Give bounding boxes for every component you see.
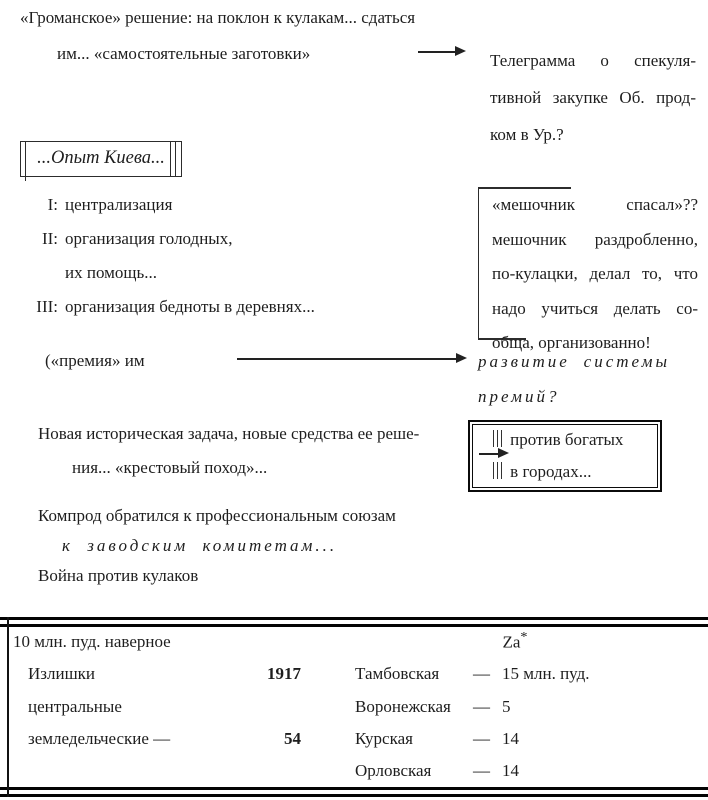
province-value: 5 — [502, 697, 511, 716]
dash: — — [473, 697, 490, 716]
telegram-line: тивной закупке Об. прод- — [490, 88, 696, 107]
table-rule-top — [0, 617, 708, 620]
province-name: Воронежская — [355, 697, 451, 716]
komprod-line-3: Война против кулаков — [38, 566, 199, 585]
komprod-line-1: Компрод обратился к профессиональным союзам — [38, 506, 396, 525]
kiev-box-label: ...Опыт Киева... — [37, 148, 165, 168]
premiya-label: («премия» им — [45, 351, 145, 370]
dash: — — [473, 729, 490, 748]
table-row-label: центральные — [28, 697, 122, 716]
table-row — [355, 729, 519, 749]
premiya-result — [478, 344, 670, 414]
za-footnote-mark: * — [520, 629, 528, 645]
telegram-line: Телеграмма о спекуля- — [490, 51, 696, 70]
meshochnik-bracket — [478, 187, 699, 352]
table-row-value: 54 — [284, 729, 301, 748]
table-row-value: 1917 — [267, 664, 301, 683]
roman-numeral: III: — [36, 297, 58, 316]
box-inner-line — [25, 141, 26, 181]
komprod-line-2: к заводским комитетам... — [62, 536, 338, 555]
arrow-head — [456, 353, 467, 363]
meshochnik-line: надо учиться делать со- — [492, 298, 698, 318]
province-value: 14 — [502, 729, 519, 748]
province-name: Курская — [355, 729, 413, 748]
bogatykh-row — [493, 428, 623, 450]
meshochnik-line: «мешочник спасал»?? — [492, 195, 698, 214]
meshochnik-line: обща, организованно! — [492, 333, 651, 352]
roman-item-text: их помощь... — [65, 263, 157, 282]
arrow-shaft — [418, 51, 457, 53]
groman-line-1: «Громанское» решение: на поклон к кулакам... сдаться — [20, 8, 416, 27]
province-value: 15 млн. пуд. — [502, 664, 590, 683]
table-row — [355, 761, 519, 781]
telegram-note — [490, 42, 696, 153]
premiya-result-line: премий? — [478, 387, 560, 406]
triple-bars-icon — [493, 430, 502, 447]
roman-item-text: организация бедноты в деревнях... — [65, 297, 315, 316]
box-inner-line — [175, 142, 176, 176]
novaya-line-1: Новая историческая задача, новые средства ее реше- — [38, 424, 420, 443]
bogatykh-row — [493, 460, 591, 482]
novaya-line-2: ния... «крестовый поход»... — [72, 458, 268, 477]
bogatykh-line: против богатых — [510, 430, 624, 449]
table-row — [355, 697, 511, 717]
arrow-shaft — [237, 358, 458, 360]
kiev-experience-box — [20, 141, 182, 177]
bogatykh-box-inner — [472, 424, 658, 488]
za-label: Za — [502, 632, 521, 652]
meshochnik-text — [492, 188, 698, 361]
table-row — [355, 664, 590, 684]
roman-list — [28, 188, 448, 324]
meshochnik-line: мешочник раздробленно, — [492, 229, 698, 249]
triple-bars-icon — [493, 462, 502, 479]
table-left-line — [7, 617, 9, 797]
roman-numeral: II: — [41, 229, 58, 248]
dash: — — [473, 664, 490, 683]
arrow-head — [455, 46, 466, 56]
table-rule-bottom — [0, 794, 708, 797]
roman-numeral — [28, 256, 58, 290]
province-name: Тамбовская — [355, 664, 440, 683]
roman-item-text: организация голодных, — [65, 229, 233, 248]
premiya-result-line: развитие системы — [478, 352, 670, 371]
table-row-label: Излишки — [28, 664, 96, 683]
province-value: 14 — [502, 761, 519, 780]
table-rule-top — [0, 624, 708, 627]
groman-line-2: им... «самостоятельные заготовки» — [57, 44, 311, 63]
table-row-label: земледельческие — — [28, 729, 171, 748]
roman-numeral: I: — [47, 195, 58, 214]
arrow-shaft — [479, 453, 500, 455]
table-rule-bottom — [0, 787, 708, 790]
telegram-line: ком в Ур.? — [490, 125, 564, 144]
bogatykh-line: в городах... — [510, 462, 592, 481]
province-name: Орловская — [355, 761, 432, 780]
arrow-head — [498, 448, 509, 458]
table-left-header: 10 млн. пуд. наверное — [13, 632, 171, 651]
bogatykh-box — [468, 420, 662, 492]
dash: — — [473, 761, 490, 780]
table-right-header — [455, 629, 575, 653]
meshochnik-line: по-кулацки, делал то, что — [492, 264, 698, 283]
surplus-table — [0, 617, 708, 797]
box-inner-line — [170, 142, 171, 176]
roman-item-text: централизация — [65, 195, 173, 214]
